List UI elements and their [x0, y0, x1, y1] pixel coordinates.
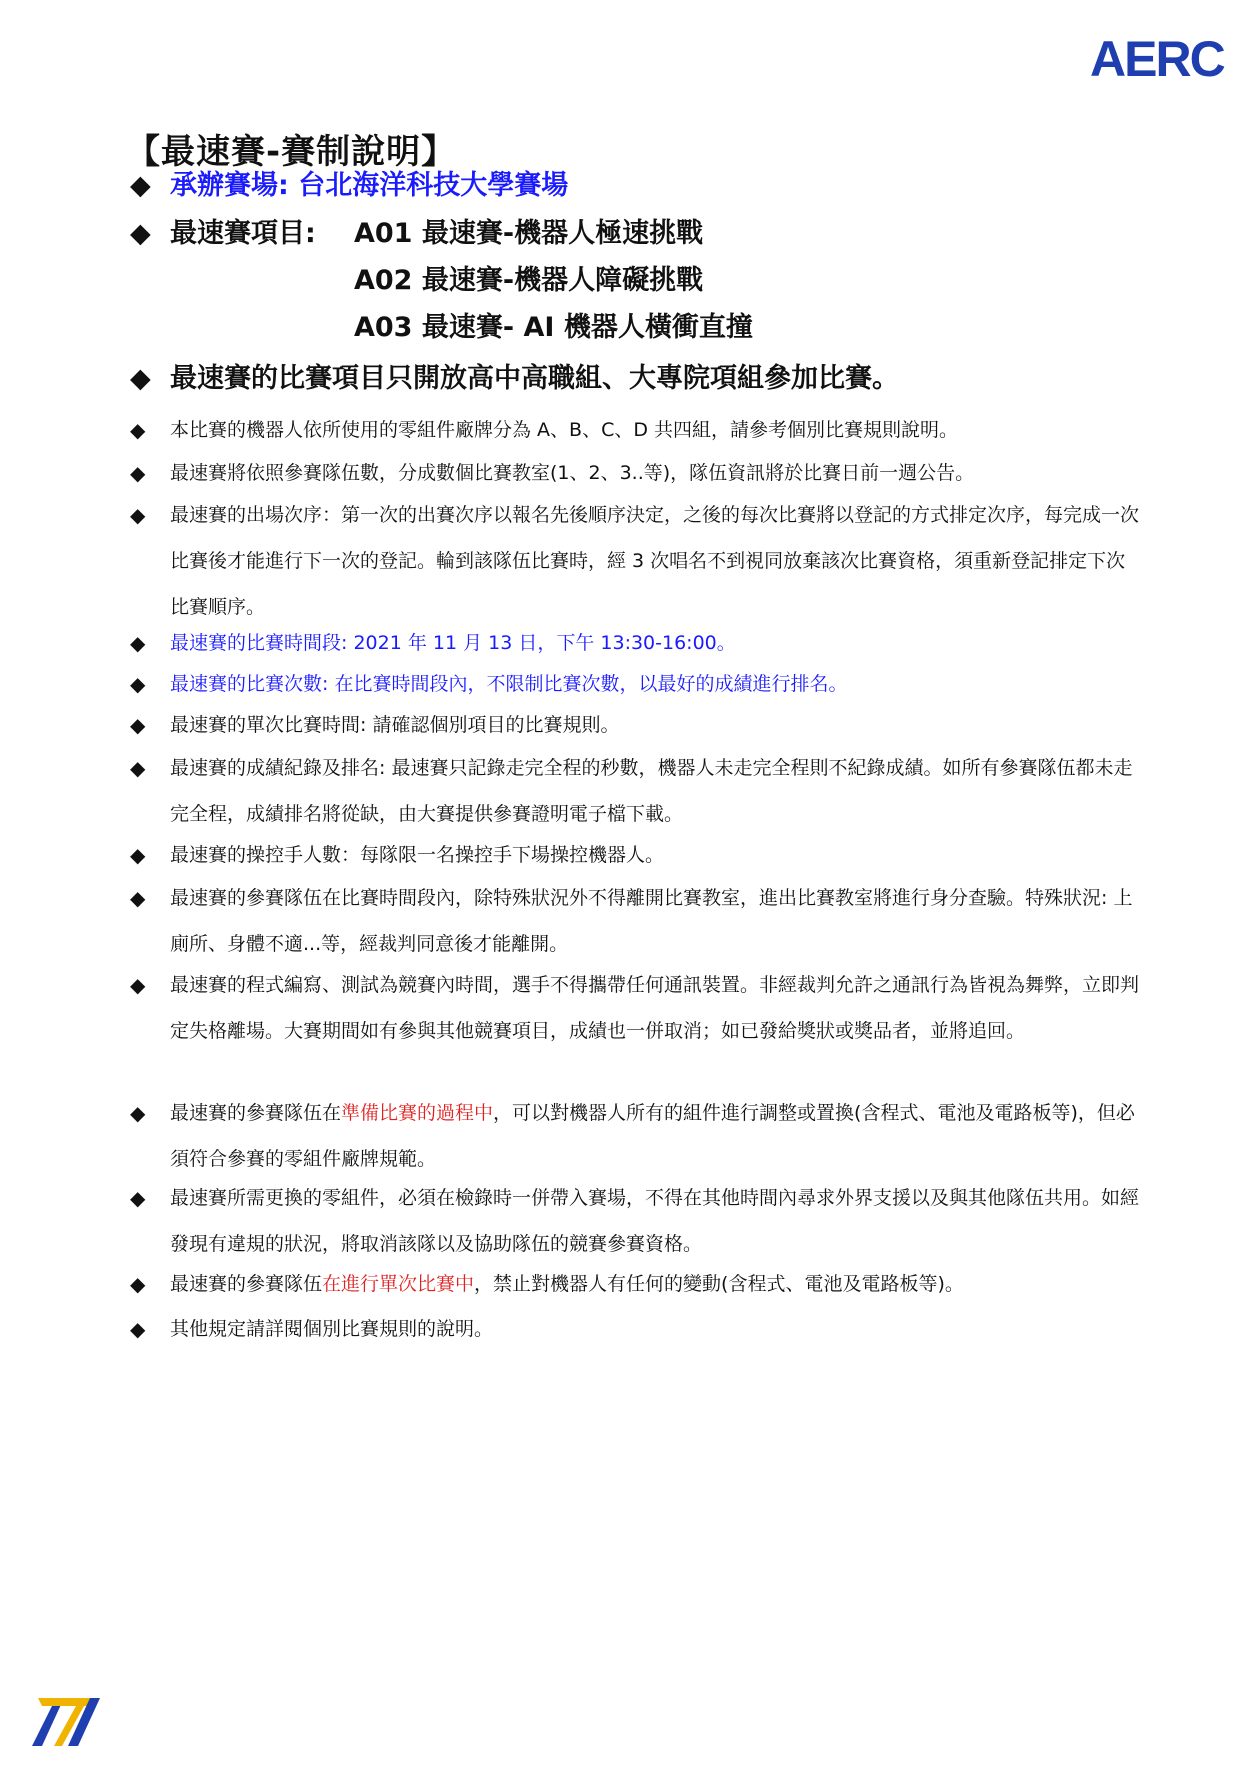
rule-item	[130, 832, 1140, 878]
bullet-icon: ◆	[130, 461, 146, 485]
rule-item	[130, 1261, 1140, 1307]
venue-label: 承辦賽場: 台北海洋科技大學賽場	[170, 170, 569, 201]
bullet-icon: ◆	[130, 713, 146, 737]
page-title: 【最速賽-賽制說明】	[126, 132, 457, 172]
rule-text: 其他規定請詳閱個別比賽規則的說明。	[170, 1318, 494, 1340]
bullet-icon: ◆	[130, 886, 146, 910]
rule-item	[130, 1090, 1140, 1182]
aerc-logo	[1090, 30, 1230, 86]
emblem-logo-icon	[28, 1690, 108, 1750]
rule-text: 最速賽的參賽隊伍在比賽時間段內，除特殊狀況外不得離開比賽教室，進出比賽教室將進行身分查驗。特殊狀況: 上廁所、身體不適...等，經裁判同意後才能離開。	[170, 887, 1133, 955]
rule-item	[130, 875, 1140, 967]
rule-item	[130, 702, 1140, 748]
rule-item	[130, 450, 1140, 496]
rule-item	[130, 745, 1140, 837]
bullet-icon: ◆	[130, 503, 146, 527]
bullet-icon: ◆	[130, 218, 151, 249]
rule-text: 最速賽的程式編寫、測試為競賽內時間，選手不得攜帶任何通訊裝置。非經裁判允許之通訊行為皆視為舞弊，立即判定失格離場。大賽期間如有參與其他競賽項目，成績也一併取消；如已發給獎狀或獎品者，並將追回。	[170, 974, 1140, 1042]
rule-item	[130, 1175, 1140, 1267]
bullet-icon: ◆	[130, 631, 146, 655]
bullet-icon: ◆	[130, 973, 146, 997]
bullet-icon: ◆	[130, 1317, 146, 1341]
bullet-icon: ◆	[130, 1272, 146, 1296]
events-label: 最速賽項目:	[170, 218, 316, 249]
bullet-icon: ◆	[130, 843, 146, 867]
bullet-icon: ◆	[130, 1101, 146, 1125]
rule-text: 最速賽的成績紀錄及排名: 最速賽只記錄走完全程的秒數，機器人未走完全程則不紀錄成績。如所有參賽隊伍都未走完全程，成績排名將從缺，由大賽提供參賽證明電子檔下載。	[170, 757, 1133, 825]
rule-item	[130, 620, 1140, 666]
bullet-icon: ◆	[130, 1186, 146, 1210]
eligibility-text: 最速賽的比賽項目只開放高中高職組、大專院項組參加比賽。	[170, 363, 899, 394]
rule-item	[130, 407, 1140, 453]
svg-text:AERC: AERC	[1090, 31, 1224, 86]
event-item: A02 最速賽-機器人障礙挑戰	[354, 265, 704, 296]
rule-text: 最速賽的參賽隊伍在進行單次比賽中，禁止對機器人有任何的變動(含程式、電池及電路板等)。	[170, 1273, 964, 1295]
event-item: A03 最速賽- AI 機器人橫衝直撞	[354, 312, 753, 343]
rule-text: 最速賽的單次比賽時間: 請確認個別項目的比賽規則。	[170, 714, 620, 736]
bullet-icon: ◆	[130, 672, 146, 696]
bullet-icon: ◆	[130, 170, 151, 201]
rule-text: 最速賽的操控手人數：每隊限一名操控手下場操控機器人。	[170, 844, 665, 866]
highlight-text: 準備比賽的過程中	[341, 1102, 494, 1124]
rule-item	[130, 492, 1140, 630]
highlight-text: 在進行單次比賽中	[322, 1273, 475, 1295]
event-item: A01 最速賽-機器人極速挑戰	[354, 218, 704, 249]
rule-item	[130, 1306, 1140, 1352]
rule-text: 最速賽所需更換的零組件，必須在檢錄時一併帶入賽場，不得在其他時間內尋求外界支援以及與其他隊伍共用。如經發現有違規的狀況，將取消該隊以及協助隊伍的競賽參賽資格。	[170, 1187, 1140, 1255]
rule-text: 最速賽將依照參賽隊伍數，分成數個比賽教室(1、2、3..等)，隊伍資訊將於比賽日前一週公告。	[170, 462, 975, 484]
rule-item	[130, 962, 1140, 1054]
rule-item	[130, 661, 1140, 707]
bullet-icon: ◆	[130, 418, 146, 442]
rule-text: 最速賽的比賽時間段: 2021 年 11 月 13 日，下午 13:30-16:00。	[170, 632, 736, 654]
rule-text: 最速賽的比賽次數: 在比賽時間段內，不限制比賽次數，以最好的成績進行排名。	[170, 673, 848, 695]
bullet-icon: ◆	[130, 756, 146, 780]
bullet-icon: ◆	[130, 363, 151, 394]
rule-text: 本比賽的機器人依所使用的零組件廠牌分為 A、B、C、D 共四組，請參考個別比賽規則說明。	[170, 419, 959, 441]
rule-text: 最速賽的參賽隊伍在準備比賽的過程中，可以對機器人所有的組件進行調整或置換(含程式、電池及電路板等)，但必須符合參賽的零組件廠牌規範。	[170, 1102, 1135, 1170]
rule-text: 最速賽的出場次序：第一次的出賽次序以報名先後順序決定，之後的每次比賽將以登記的方式排定次序，每完成一次比賽後才能進行下一次的登記。輪到該隊伍比賽時，經 3 次唱名不到視同放棄該次比賽資格，須重新登記排定下次比賽順序。	[170, 504, 1140, 618]
